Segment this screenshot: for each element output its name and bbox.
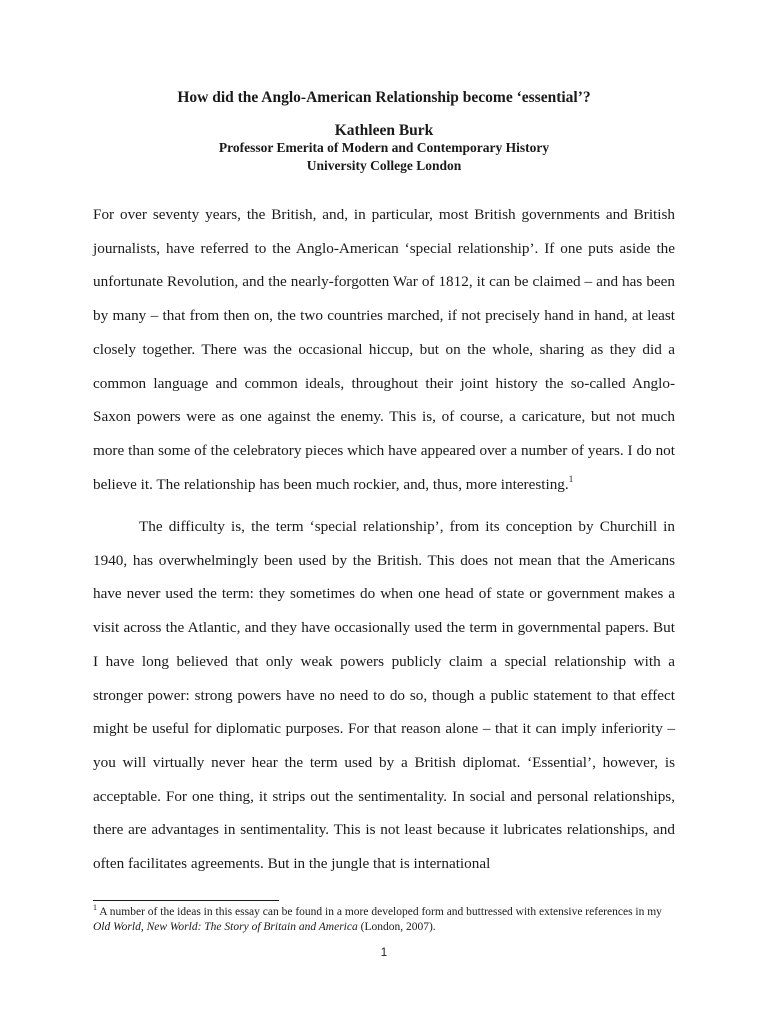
author-institution: University College London bbox=[306, 158, 462, 173]
footnote bbox=[93, 905, 675, 934]
body-paragraph-2: The difficulty is, the term ‘special relationship’, from its conception by Churchill in 1940, has overwhelmingly been used by the British. This does not mean that the Americans have never used the term: they sometimes do when one head of state or government makes a visit across the Atlantic, and they have occasionally used the term in governmental papers. But I have long believed that only weak powers publicly claim a special relationship with a stronger power: strong powers have no need to do so, though a public statement to that effect might be useful for diplomatic purposes. For that reason alone – that it can imply inferiority – you will virtually never hear the term used by a British diplomat. ‘Essential’, however, is acceptable. For one thing, it strips out the sentimentality. In social and personal relationships, there are advantages in sentimentality. This is not least because it lubricates relationships, and often facilitates agreements. But in the jungle that is international bbox=[93, 518, 675, 873]
page-number: 1 bbox=[380, 947, 388, 959]
footnote-book-title: Old World, New World: The Story of Britain and America bbox=[93, 920, 358, 933]
footnote-text-after: (London, 2007). bbox=[357, 920, 436, 933]
footnote-number: 1 bbox=[93, 903, 97, 912]
footnote-divider bbox=[93, 900, 279, 901]
body-paragraph-1 bbox=[93, 198, 675, 501]
footnote-reference[interactable]: 1 bbox=[568, 473, 574, 484]
author-position: Professor Emerita of Modern and Contemporary History bbox=[218, 140, 550, 155]
author-name: Kathleen Burk bbox=[334, 122, 434, 139]
paragraph-1-text: For over seventy years, the British, and, in particular, most British governments and British journalists, have referred to the Anglo-American ‘special relationship’. If one puts aside the unfortunate Revolution, and the nearly-forgotten War of 1812, it can be claimed – and has been by many – that from then on, the two countries marched, if not precisely hand in hand, at least closely together. There was the occasional hiccup, but on the whole, sharing as they did a common language and common ideals, throughout their joint history the so-called Anglo-Saxon powers were as one against the enemy. This is, of course, a caricature, but not much more than some of the celebratory pieces which have appeared over a number of years. I do not believe it. The relationship has been much rockier, and, thus, more interesting. bbox=[93, 206, 675, 493]
footnote-text-before: A number of the ideas in this essay can be found in a more developed form and buttressed with extensive references in my bbox=[97, 906, 662, 918]
page-title: How did the Anglo-American Relationship become ‘essential’? bbox=[177, 89, 591, 106]
